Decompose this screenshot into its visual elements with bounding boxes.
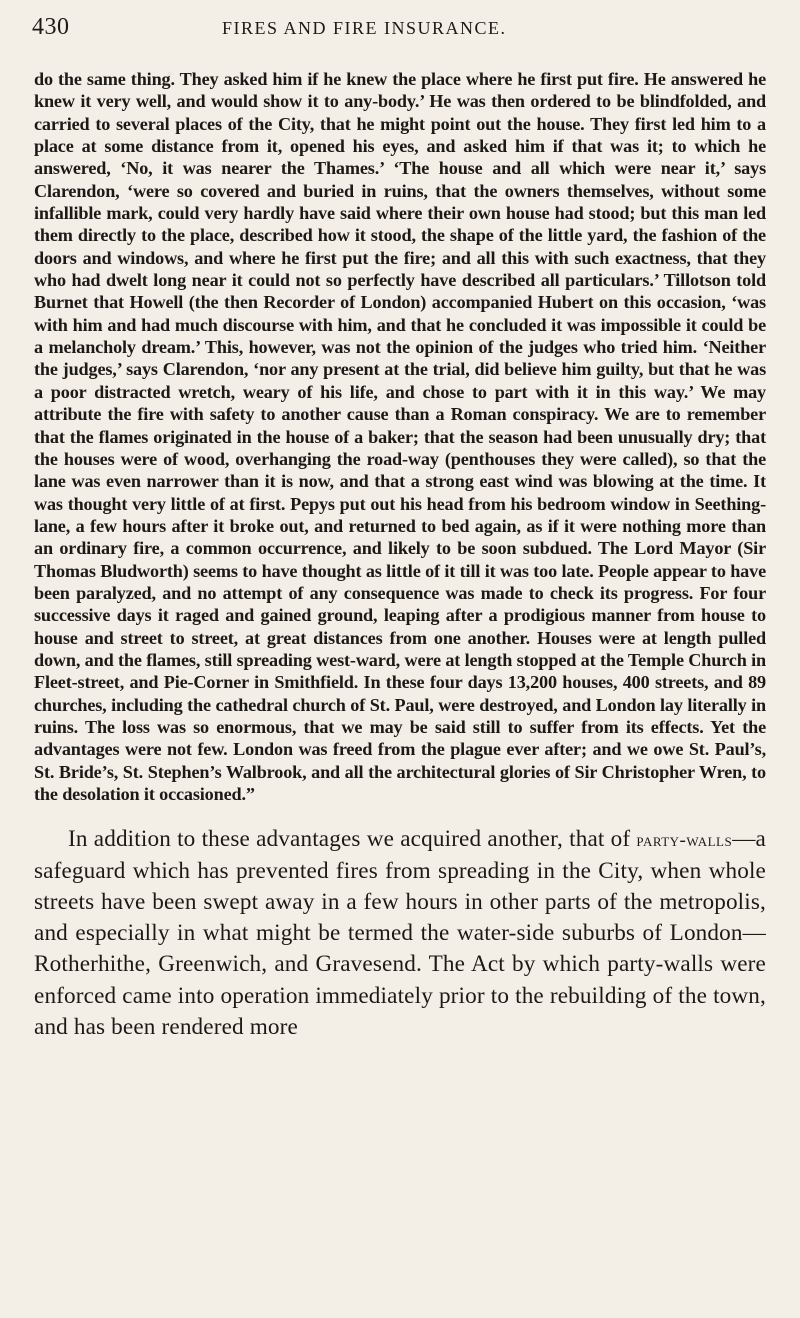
party-walls-term: party-walls bbox=[636, 829, 733, 851]
body-paragraph bbox=[34, 824, 766, 1043]
page-number: 430 bbox=[32, 14, 70, 40]
body-paragraph-lead: In addition to these advantages we acquired another, that of bbox=[68, 825, 631, 852]
running-head bbox=[32, 14, 766, 52]
body-paragraph-rest: —a safeguard which has prevented fires from spreading in the City, when whole streets have been swept away in a few hours in other parts of the metropolis, and especially in what might be termed the water-side suburbs of London—Rotherhithe, Greenwich, and Gravesend. The Act by which party-walls were enforced came into operation immediately prior to the rebuilding of the town, and has been rendered more bbox=[34, 825, 766, 1040]
quoted-paragraph: do the same thing. They asked him if he knew the place where he first put fire. He answered he knew it very well, and would show it to any-body.’ He was then ordered to be blindfolded, and carried to several places of the City, that he might point out the house. They first led him to a place at some distance from it, opened his eyes, and asked him if that was it; to which he answered, ‘No, it was nearer the Thames.’ ‘The house and all which were near it,’ says Clarendon, ‘were so covered and buried in ruins, that the owners themselves, without some infallible mark, could very hardly have said where their own house had stood; but this man led them directly to the place, described how it stood, the shape of the little yard, the fashion of the doors and windows, and where he first put the fire; and all this with such exactness, that they who had dwelt long near it could not so perfectly have described all particulars.’ Tillotson told Burnet that Howell (the then Recorder of London) accompanied Hubert on this occasion, ‘was with him and had much discourse with him, and that he concluded it was impossible it could be a melancholy dream.’ This, however, was not the opinion of the judges who tried him. ‘Neither the judges,’ says Clarendon, ‘nor any present at the trial, did believe him guilty, but that he was a poor distracted wretch, weary of his life, and chose to part with it in this way.’ We may attribute the fire with safety to another cause than a Roman conspiracy. We are to remember that the flames originated in the house of a baker; that the season had been unusually dry; that the houses were of wood, overhanging the road-way (penthouses they were called), so that the lane was even narrower than it is now, and that a strong east wind was blowing at the time. It was thought very little of at first. Pepys put out his head from his bedroom window in Seething-lane, a few hours after it broke out, and returned to bed again, as if it were nothing more than an ordinary fire, a common occurrence, and likely to be soon subdued. The Lord Mayor (Sir Thomas Bludworth) seems to have thought as little of it till it was too late. People appear to have been paralyzed, and no attempt of any consequence was made to check its progress. For four successive days it raged and gained ground, leaping after a prodigious manner from house to house and street to street, at great distances from one another. Houses were at length pulled down, and the flames, still spreading west-ward, were at length stopped at the Temple Church in Fleet-street, and Pie-Corner in Smithfield. In these four days 13,200 houses, 400 streets, and 89 churches, including the cathedral church of St. Paul, were destroyed, and London lay literally in ruins. The loss was so enormous, that we may be said still to suffer from its effects. Yet the advantages were not few. London was freed from the plague ever after; and we owe St. Paul’s, St. Bride’s, St. Stephen’s Walbrook, and all the architectural glories of Sir Christopher Wren, to the desolation it occasioned.” bbox=[34, 69, 766, 804]
running-title: FIRES AND FIRE INSURANCE. bbox=[222, 18, 507, 38]
